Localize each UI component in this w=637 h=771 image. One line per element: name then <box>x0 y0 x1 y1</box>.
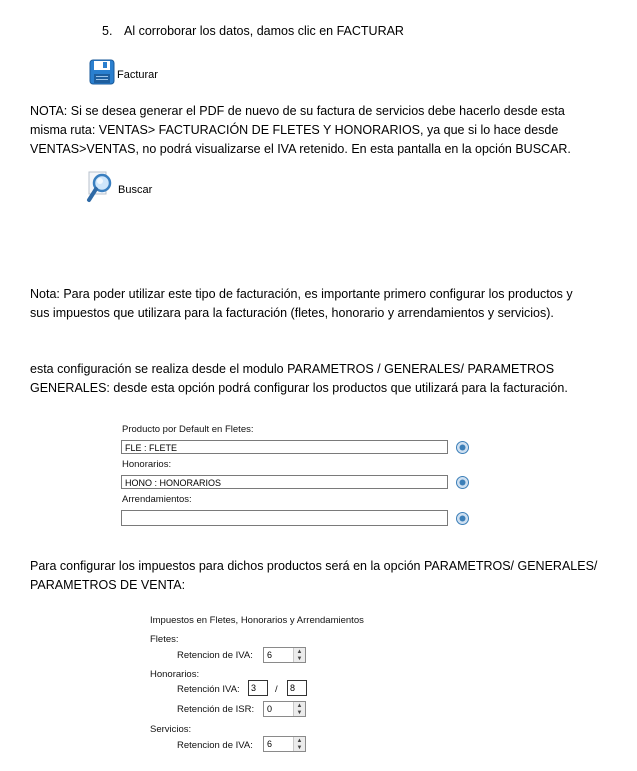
fletes-section-label: Fletes: <box>150 634 179 645</box>
hon-ret-isr-stepper[interactable] <box>263 701 306 717</box>
nota1-line1: NOTA: Si se desea generar el PDF de nuevo de su factura de servicios debe hacerlo desde esta <box>30 104 565 118</box>
fletes-ret-iva-value: 6 <box>267 650 273 660</box>
impuestos-title: Impuestos en Fletes, Honorarios y Arrendamientos <box>150 615 364 626</box>
stepper-down-icon[interactable]: ▼ <box>296 744 303 751</box>
config-line2: GENERALES: desde esta opción podrá configurar los productos que utilizará para la facturación. <box>30 381 568 395</box>
hon-ret-iva-label: Retención IVA: <box>177 684 240 695</box>
hon-ret-iva-separator: / <box>275 684 278 695</box>
arrendamientos-lookup-icon[interactable] <box>456 512 469 525</box>
honorarios-product-label: Honorarios: <box>122 459 172 470</box>
nota1-line3: VENTAS>VENTAS, no podrá visualizarse el IVA retenido. En esta pantalla en la opción BUSCAR. <box>30 142 571 156</box>
nota2-line1: Nota: Para poder utilizar este tipo de facturación, es importante primero configurar los productos y <box>30 287 573 301</box>
step-number: 5. <box>102 24 113 38</box>
nota2-line2: sus impuestos que utilizara para la facturación (fletes, honorario y arrendamientos y servicios). <box>30 306 554 320</box>
honorarios-lookup-icon[interactable] <box>456 476 469 489</box>
facturar-button[interactable] <box>89 59 158 90</box>
serv-ret-iva-value: 6 <box>267 739 273 749</box>
honorarios-section-label: Honorarios: <box>150 669 200 680</box>
facturar-label: Facturar <box>117 68 158 81</box>
stepper-up-icon[interactable]: ▲ <box>296 737 303 744</box>
hon-ret-isr-value: 0 <box>267 704 273 714</box>
servicios-section-label: Servicios: <box>150 724 192 735</box>
fletes-product-field[interactable]: FLE : FLETE <box>121 440 448 454</box>
impuestos-intro-line2: PARAMETROS DE VENTA: <box>30 578 186 592</box>
arrendamientos-product-field[interactable] <box>121 510 448 526</box>
hon-ret-isr-label: Retención de ISR: <box>177 704 255 715</box>
impuestos-intro-line1: Para configurar los impuestos para dichos productos será en la opción PARAMETROS/ GENERALES/ <box>30 559 598 573</box>
stepper-up-icon[interactable]: ▲ <box>296 648 303 655</box>
fletes-lookup-icon[interactable] <box>456 441 469 454</box>
serv-ret-iva-label: Retencion de IVA: <box>177 740 253 751</box>
hon-ret-iva-num-input[interactable]: 3 <box>248 680 268 696</box>
floppy-disk-icon <box>89 59 115 90</box>
fletes-ret-iva-stepper[interactable] <box>263 647 306 663</box>
stepper-down-icon[interactable]: ▼ <box>296 655 303 662</box>
step-text: Al corroborar los datos, damos clic en FACTURAR <box>124 24 404 38</box>
buscar-label: Buscar <box>118 183 153 196</box>
hon-ret-iva-den-input[interactable]: 8 <box>287 680 307 696</box>
fletes-ret-iva-label: Retencion de IVA: <box>177 650 253 661</box>
arrendamientos-product-label: Arrendamientos: <box>122 494 192 505</box>
stepper-up-icon[interactable]: ▲ <box>296 702 303 709</box>
config-line1: esta configuración se realiza desde el modulo PARAMETROS / GENERALES/ PARAMETROS <box>30 362 555 376</box>
magnifier-icon <box>86 171 116 208</box>
nota1-line2: misma ruta: VENTAS> FACTURACIÓN DE FLETES Y HONORARIOS, ya que si lo hace desde <box>30 123 559 137</box>
fletes-product-label: Producto por Default en Fletes: <box>122 424 254 435</box>
honorarios-product-field[interactable]: HONO : HONORARIOS <box>121 475 448 489</box>
stepper-down-icon[interactable]: ▼ <box>296 709 303 716</box>
buscar-button[interactable] <box>86 171 152 208</box>
serv-ret-iva-stepper[interactable] <box>263 736 306 752</box>
